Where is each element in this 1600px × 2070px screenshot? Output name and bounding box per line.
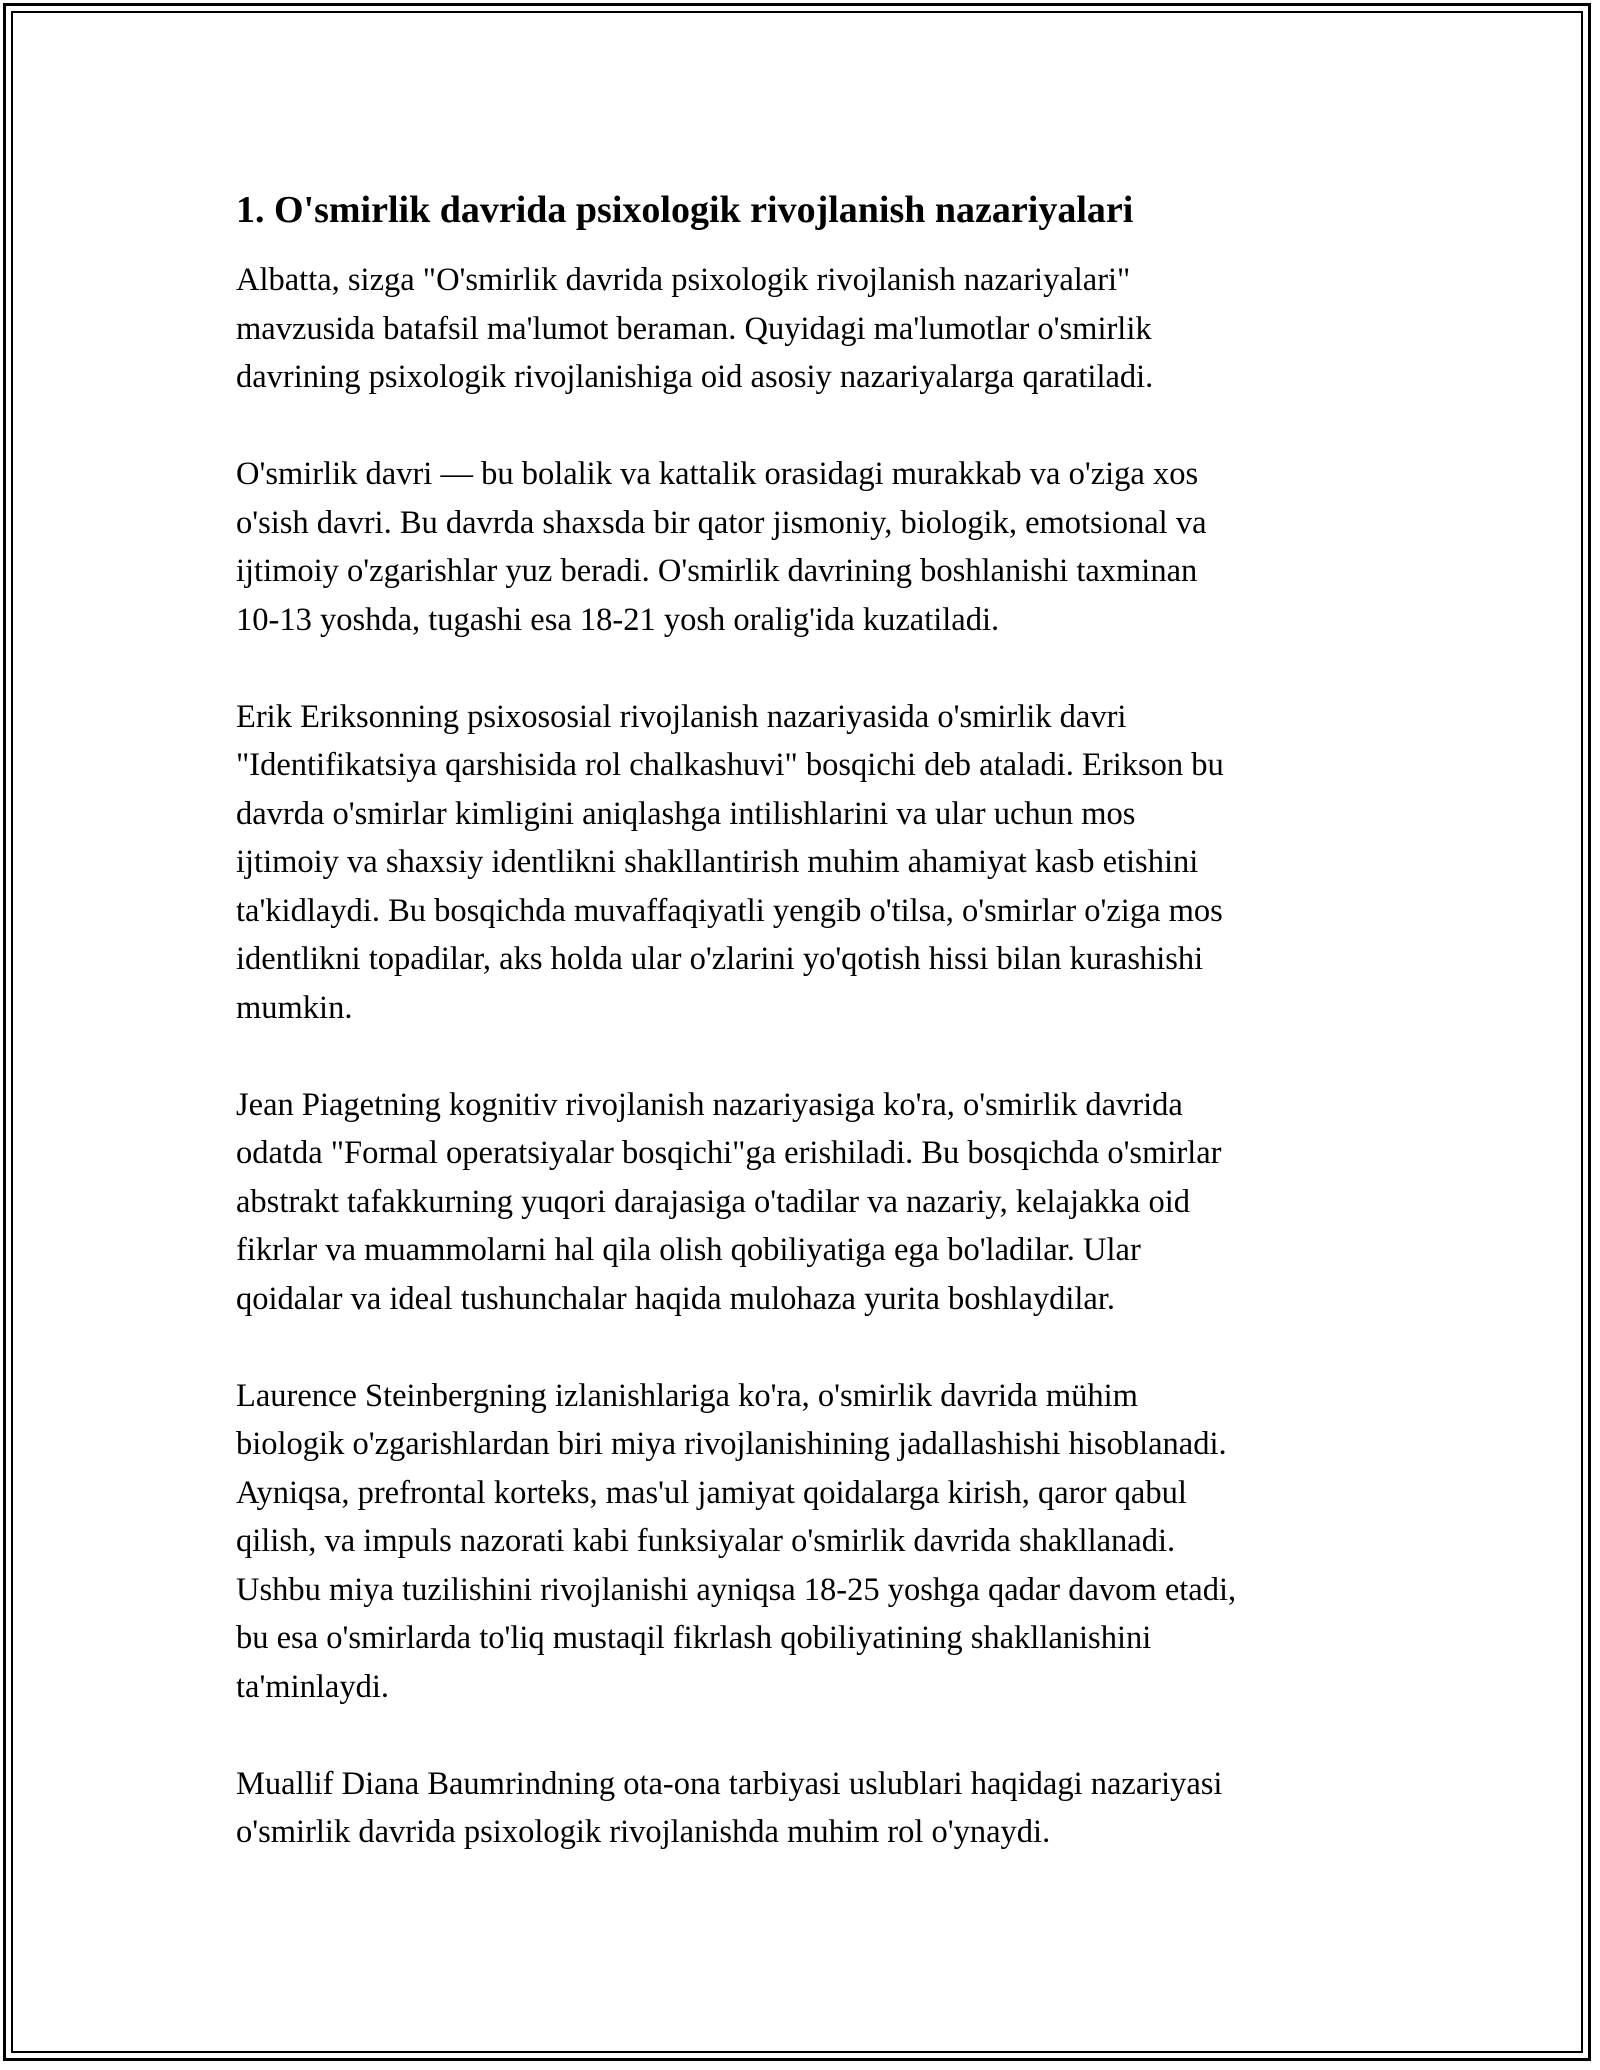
document-body xyxy=(236,186,1386,1905)
document-title: 1. O'smirlik davrida psixologik rivojlanish nazariyalari xyxy=(236,189,1134,231)
paragraph-erikson: Erik Eriksonning psixososial rivojlanish nazariyasida o'smirlik davri "Identifikatsiya qarshisida rol chalkashuvi" bosqichi deb ataladi. Erikson bu davrda o'smirlar kimligini aniqlashga intilishlarini va ular uchun mos ijtimoiy va shaxsiy identlikni shakllantirish muhim ahamiyat kasb etishini ta'kidlaydi. Bu bosqichda muvaffaqiyatli yengib o'tilsa, o'smirlar o'ziga mos identlikni topadilar, aks holda ular o'zlarini yo'qotish hissi bilan kurashishi mumkin. xyxy=(236,698,1224,1026)
paragraph-steinberg: Laurence Steinbergning izlanishlariga ko'ra, o'smirlik davrida mühim biologik o'zgarishlardan biri miya rivojlanishining jadallashishi hisoblanadi. Ayniqsa, prefrontal korteks, mas'ul jamiyat qoidalarga kirish, qaror qabul qilish, va impuls nazorati kabi funksiyalar o'smirlik davrida shakllanadi. Ushbu miya tuzilishini rivojlanishi ayniqsa 18-25 yoshga qadar davom etadi, bu esa o'smirlarda to'liq mustaqil fikrlash qobiliyatining shakllanishini ta'minlaydi. xyxy=(236,1377,1237,1705)
paragraph-definition: O'smirlik davri — bu bolalik va kattalik orasidagi murakkab va o'ziga xos o'sish davri. Bu davrda shaxsda bir qator jismoniy, biologik, emotsional va ijtimoiy o'zgarishlar yuz beradi. O'smirlik davrining boshlanishi taxminan 10-13 yoshda, tugashi esa 18-21 yosh oralig'ida kuzatiladi. xyxy=(236,456,1207,638)
paragraph-piaget: Jean Piagetning kognitiv rivojlanish nazariyasiga ko'ra, o'smirlik davrida odatda "Formal operatsiyalar bosqichi"ga erishiladi. Bu bosqichda o'smirlar abstrakt tafakkurning yuqori darajasiga o'tadilar va nazariy, kelajakka oid fikrlar va muammolarni hal qila olish qobiliyatiga ega bo'ladilar. Ular qoidalar va ideal tushunchalar haqida mulohaza yurita boshlaydilar. xyxy=(236,1086,1222,1317)
paragraph-intro: Albatta, sizga "O'smirlik davrida psixologik rivojlanish nazariyalari" mavzusida batafsil ma'lumot beraman. Quyidagi ma'lumotlar o'smirlik davrining psixologik rivojlanishiga oid asosiy nazariyalarga qaratiladi. xyxy=(236,262,1154,395)
paragraph-baumrind: Muallif Diana Baumrindning ota-ona tarbiyasi uslublari haqidagi nazariyasi o'smirlik davrida psixologik rivojlanishda muhim rol o'ynaydi. xyxy=(236,1765,1223,1850)
